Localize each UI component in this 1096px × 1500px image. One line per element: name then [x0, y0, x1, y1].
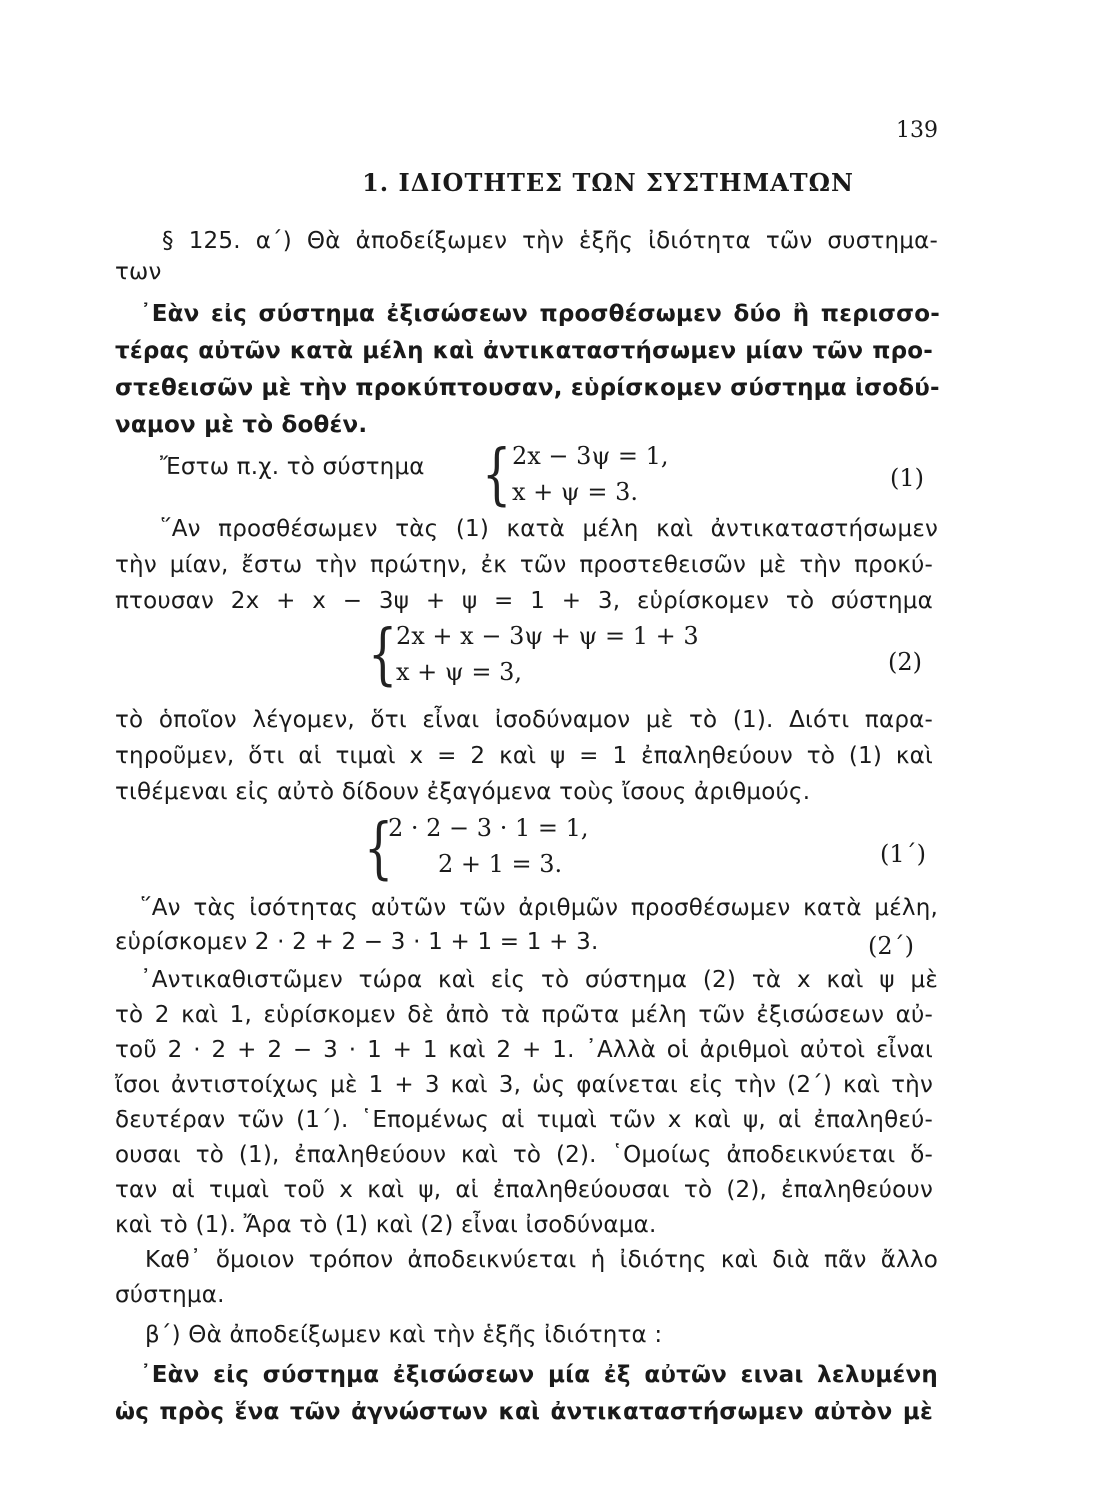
text-line: δευτέραν τῶν (1΄). ῾Επομένως αἱ τιμαὶ τῶν x καὶ ψ, αἱ ἐπαληθεύ-: [115, 1107, 933, 1133]
theorem-line: τέρας αὐτῶν κατὰ μέλη καὶ ἀντικαταστήσωμεν μίαν τῶν προ-: [115, 338, 933, 364]
system-3-eq1: 2 · 2 − 3 · 1 = 1,: [388, 814, 589, 842]
text-line: τὸ 2 καὶ 1, εὑρίσκομεν δὲ ἀπὸ τὰ πρῶτα μέλη τῶν ἐξισώσεων αὐ-: [115, 1002, 933, 1028]
text-line: τὸ ὁποῖον λέγομεν, ὅτι εἶναι ἰσοδύναμον μὲ τὸ (1). Διότι παρα-: [115, 707, 933, 733]
text-line: σύστημα.: [115, 1282, 225, 1308]
left-brace: {: [364, 808, 394, 887]
text-line: των: [115, 259, 162, 285]
equation-label: (1): [890, 464, 924, 492]
system-1-eq2: x + ψ = 3.: [512, 478, 638, 506]
text-line: § 125. α΄) Θὰ ἀποδείξωμεν τὴν ἑξῆς ἰδιότητα τῶν συστημα-: [162, 228, 938, 254]
text-line: τηροῦμεν, ὅτι αἱ τιμαὶ x = 2 καὶ ψ = 1 ἐπαληθεύουν τὸ (1) καὶ: [115, 743, 933, 769]
text-line: τιθέμεναι εἰς αὐτὸ δίδουν ἐξαγόμενα τοὺς ἴσους ἀριθμούς.: [115, 779, 811, 805]
system-2-eq1: 2x + x − 3ψ + ψ = 1 + 3: [396, 622, 699, 650]
theorem-line: ὡς πρὸς ἕνα τῶν ἀγνώστων καὶ ἀντικαταστήσωμεν αὐτὸν μὲ: [115, 1399, 933, 1425]
theorem-line: ᾿Εὰν εἰς σύστημα ἐξισώσεων προσθέσωμεν δύο ἢ περισσο-: [140, 301, 940, 327]
left-brace: {: [368, 614, 398, 693]
text-line: καὶ τὸ (1). Ἄρα τὸ (1) καὶ (2) εἶναι ἰσοδύναμα.: [115, 1212, 657, 1238]
equation-label: (2): [888, 648, 922, 676]
system-3-eq2: 2 + 1 = 3.: [438, 850, 563, 878]
text-line: ᾿Αντικαθιστῶμεν τώρα καὶ εἰς τὸ σύστημα (2) τὰ x καὶ ψ μὲ: [140, 967, 938, 993]
left-brace: {: [482, 434, 512, 513]
theorem-line: ναμον μὲ τὸ δοθέν.: [115, 412, 368, 438]
text-line: β΄) Θὰ ἀποδείξωμεν καὶ τὴν ἑξῆς ἰδιότητα :: [145, 1322, 663, 1348]
system-1-eq1: 2x − 3ψ = 1,: [512, 442, 669, 470]
text-line: Ἔστω π.χ. τὸ σύστημα: [160, 454, 425, 480]
text-line: Καθ᾿ ὅμοιον τρόπον ἀποδεικνύεται ἡ ἰδιότης καὶ διὰ πᾶν ἄλλο: [145, 1247, 938, 1273]
text-line: ταν αἱ τιμαὶ τοῦ x καὶ ψ, αἱ ἐπαληθεύουσαι τὸ (2), ἐπαληθεύουν: [115, 1177, 933, 1203]
text-line: τὴν μίαν, ἔστω τὴν πρώτην, ἐκ τῶν προστεθεισῶν μὲ τὴν προκύ-: [115, 552, 933, 578]
text-line: ἴσοι ἀντιστοίχως μὲ 1 + 3 καὶ 3, ὡς φαίνεται εἰς τὴν (2΄) καὶ τὴν: [115, 1072, 933, 1098]
system-2-eq2: x + ψ = 3,: [396, 658, 522, 686]
theorem-line: ᾿Εὰν εἰς σύστημα ἐξισώσεων μία ἐξ αὐτῶν εινaι λελυμένη: [140, 1362, 938, 1388]
text-line: τοῦ 2 · 2 + 2 − 3 · 1 + 1 καὶ 2 + 1. ᾿Αλλὰ οἱ ἀριθμοὶ αὐτοὶ εἶναι: [115, 1037, 933, 1063]
theorem-line: στεθεισῶν μὲ τὴν προκύπτουσαν, εὑρίσκομεν σύστημα ἰσοδύ-: [115, 375, 940, 401]
text-line: πτουσαν 2x + x − 3ψ + ψ = 1 + 3, εὑρίσκομεν τὸ σύστημα: [115, 588, 933, 614]
text-line: εὑρίσκομεν 2 · 2 + 2 − 3 · 1 + 1 = 1 + 3.: [115, 929, 599, 955]
text-line: ουσαι τὸ (1), ἐπαληθεύουν καὶ τὸ (2). ῾Ομοίως ἀποδεικνύεται ὅ-: [115, 1142, 933, 1168]
text-line: ῞Αν προσθέσωμεν τὰς (1) κατὰ μέλη καὶ ἀντικαταστήσωμεν: [160, 516, 938, 542]
equation-label: (1΄): [880, 840, 926, 868]
text-line: ῞Αν τὰς ἰσότητας αὐτῶν τῶν ἀριθμῶν προσθέσωμεν κατὰ μέλη,: [140, 895, 938, 921]
equation-label: (2΄): [868, 932, 914, 960]
page-number: 139: [896, 118, 938, 143]
section-heading: 1. ΙΔΙΟΤΗΤΕΣ ΤΩΝ ΣΥΣΤΗΜΑΤΩΝ: [362, 168, 854, 197]
